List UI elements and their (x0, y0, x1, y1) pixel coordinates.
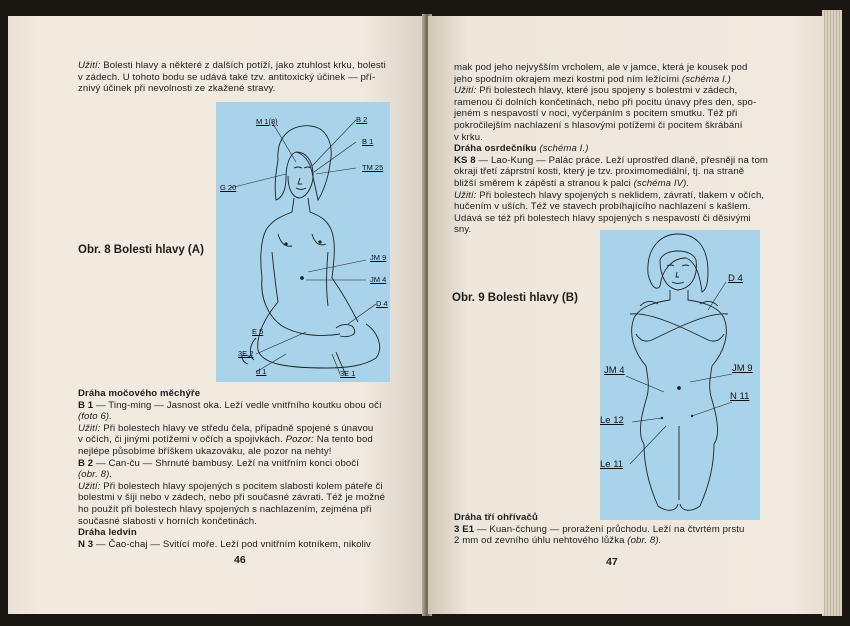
label-g20: G 20 (220, 183, 237, 192)
figure-8-illustration (216, 102, 390, 382)
page-number-left: 46 (234, 554, 246, 566)
usage-label: Užití: (78, 60, 101, 71)
label-le12: Le 12 (600, 415, 624, 426)
text-line: sny. (454, 224, 472, 236)
text-line: — Can-ču — Shrnuté bambusy. Leží na vnitřním konci obočí (93, 457, 359, 469)
label-b2: B 2 (356, 115, 368, 124)
text-line: ramenou či dolních končetinách, nebo při pocitu únavy přes den, spo- (454, 96, 757, 108)
text-line: jeho spodním okrajem mezi kostmi pod ním ležícími (454, 73, 680, 85)
text-line: Bolesti hlavy a některé z dalších potíží, jako ztuhlost krku, bolesti (100, 60, 386, 71)
text-line: jeném s nespavostí v noci, vyčerpáním s pocitem smutku. Též při (454, 108, 738, 120)
left-intro (78, 60, 398, 95)
text-line: Při bolestech hlavy spojených s neklidem, závratí, tlakem v očích, (476, 189, 765, 201)
text-line: — Kuan-čchung — proražení průchodu. Leží na čtvrtém prstu (474, 523, 745, 535)
usage-label: Užití: (454, 189, 477, 201)
label-jm9: JM 9 (370, 253, 387, 262)
usage-label: Užití: (78, 480, 101, 492)
section-heading: Dráha tří ohřívačů (454, 512, 538, 523)
text-line: okraji třetí záprstní kosti, který je tzv. proximomediální, tj. na straně (454, 166, 745, 178)
usage-label: Užití: (78, 422, 101, 434)
text-line: — Lao-Kung — Palác práce. Leží uprostřed dlaně, přesněji na tom (475, 154, 768, 166)
text-line: (foto 6). (78, 411, 112, 423)
label-3e1: 3E 1 (340, 369, 356, 378)
text-line: současné slabosti v horních končetinách. (78, 515, 257, 527)
text-line: 2 mm od zevního úhlu nehtového lůžka (454, 535, 625, 547)
point-code: B 2 (78, 457, 94, 469)
text-line: pokročilejším nachlazení s hlasovými potížemi či pocitem škrábání (454, 119, 743, 131)
point-code: 3 E1 (454, 523, 475, 535)
figure-caption-8: Obr. 8 Bolesti hlavy (A) (78, 244, 204, 256)
label-d4: D 4 (376, 299, 388, 308)
left-body (78, 388, 404, 550)
text-line: Při bolestech hlavy ve středu čela, případně spojené s únavou (100, 422, 374, 434)
figure-ref: (obr. 8). (627, 535, 662, 547)
point-code: N 3 (78, 538, 94, 550)
text-line: v očích, či jinými potížemi v očích a spojivkách. (78, 434, 283, 446)
figure-caption-9: Obr. 9 Bolesti hlavy (B) (452, 292, 578, 304)
text-line: znivý účinek při nevolnosti ze zkažené stravy. (78, 83, 276, 95)
section-heading: Dráha ledvin (78, 527, 137, 539)
open-book (8, 6, 842, 620)
schema-ref: (schéma IV). (633, 177, 690, 189)
section-heading: Dráha močového měchýře (78, 388, 201, 399)
label-e5: E 5 (252, 327, 264, 336)
pozor-label: Pozor: (285, 434, 314, 446)
right-bottom-text (454, 512, 794, 547)
label-3e2: 3E 2 (238, 349, 254, 358)
text-line: bližší směrem k zápěstí a stranou k palci (454, 177, 631, 189)
text-line: Při bolestech hlavy, které jsou spojeny s bolestmi v zádech, (476, 85, 738, 97)
text-line: nejlépe působíme bříškem ukazováku, ale pozor na nehty! (78, 445, 332, 457)
figure-9-illustration (600, 230, 760, 520)
page-number-right: 47 (606, 556, 618, 568)
text-line: (obr. 8). (78, 469, 113, 481)
label-jm4: JM 4 (370, 275, 387, 284)
label-m1: M 1(8) (256, 117, 278, 126)
text-line: Udává se též při bolestech hlavy spojených s nespavostí či děsivými (454, 212, 751, 224)
label-le11: Le 11 (600, 459, 624, 470)
text-line: Na tento bod (313, 434, 373, 446)
label-tm25: TM 25 (362, 163, 384, 172)
point-code: B 1 (78, 399, 94, 411)
label-jm4: JM 4 (604, 365, 625, 376)
label-d4: D 4 (728, 273, 743, 284)
label-d1: d 1 (256, 367, 267, 376)
text-line: v krku. (454, 131, 483, 143)
left-page (8, 16, 426, 614)
label-b1: B 1 (362, 137, 374, 146)
right-page (428, 16, 824, 614)
point-code: KS 8 (454, 154, 476, 166)
label-jm9: JM 9 (732, 363, 753, 374)
text-line: v zádech. U tohoto bodu se udává také tzv. antitoxický účinek — pří- (78, 71, 376, 83)
text-line: bolestmi v šíji nebo v zádech, nebo při současné závrati. Též je možné (78, 492, 386, 504)
text-line: ho použít při bolestech hlavy spojených s nachlazením, zejména při (78, 503, 372, 515)
label-n11: N 11 (730, 391, 750, 402)
right-top-text (454, 62, 784, 236)
text-line: — Čao-chaj — Svitící moře. Leží pod vnitřním kotníkem, nikoliv (93, 538, 371, 550)
usage-label: Užití: (454, 85, 477, 97)
schema-ref: (schéma I.) (539, 143, 589, 155)
schema-ref: (schéma I.) (681, 73, 731, 85)
text-line: mak pod jeho nejvyšším vrcholem, ale v jamce, která je kousek pod (454, 62, 748, 73)
page-edges (822, 10, 842, 616)
text-line: hučením v uších. Též ve stavech probíhajícího nachlazení s kašlem. (454, 201, 751, 213)
text-line: Při bolestech hlavy spojených s pocitem slabosti kolem páteře či (100, 480, 383, 492)
text-line: — Ting-ming — Jasnost oka. Leží vedle vnitřního koutku obou očí (93, 399, 382, 411)
section-heading: Dráha osrdečníku (454, 143, 537, 155)
